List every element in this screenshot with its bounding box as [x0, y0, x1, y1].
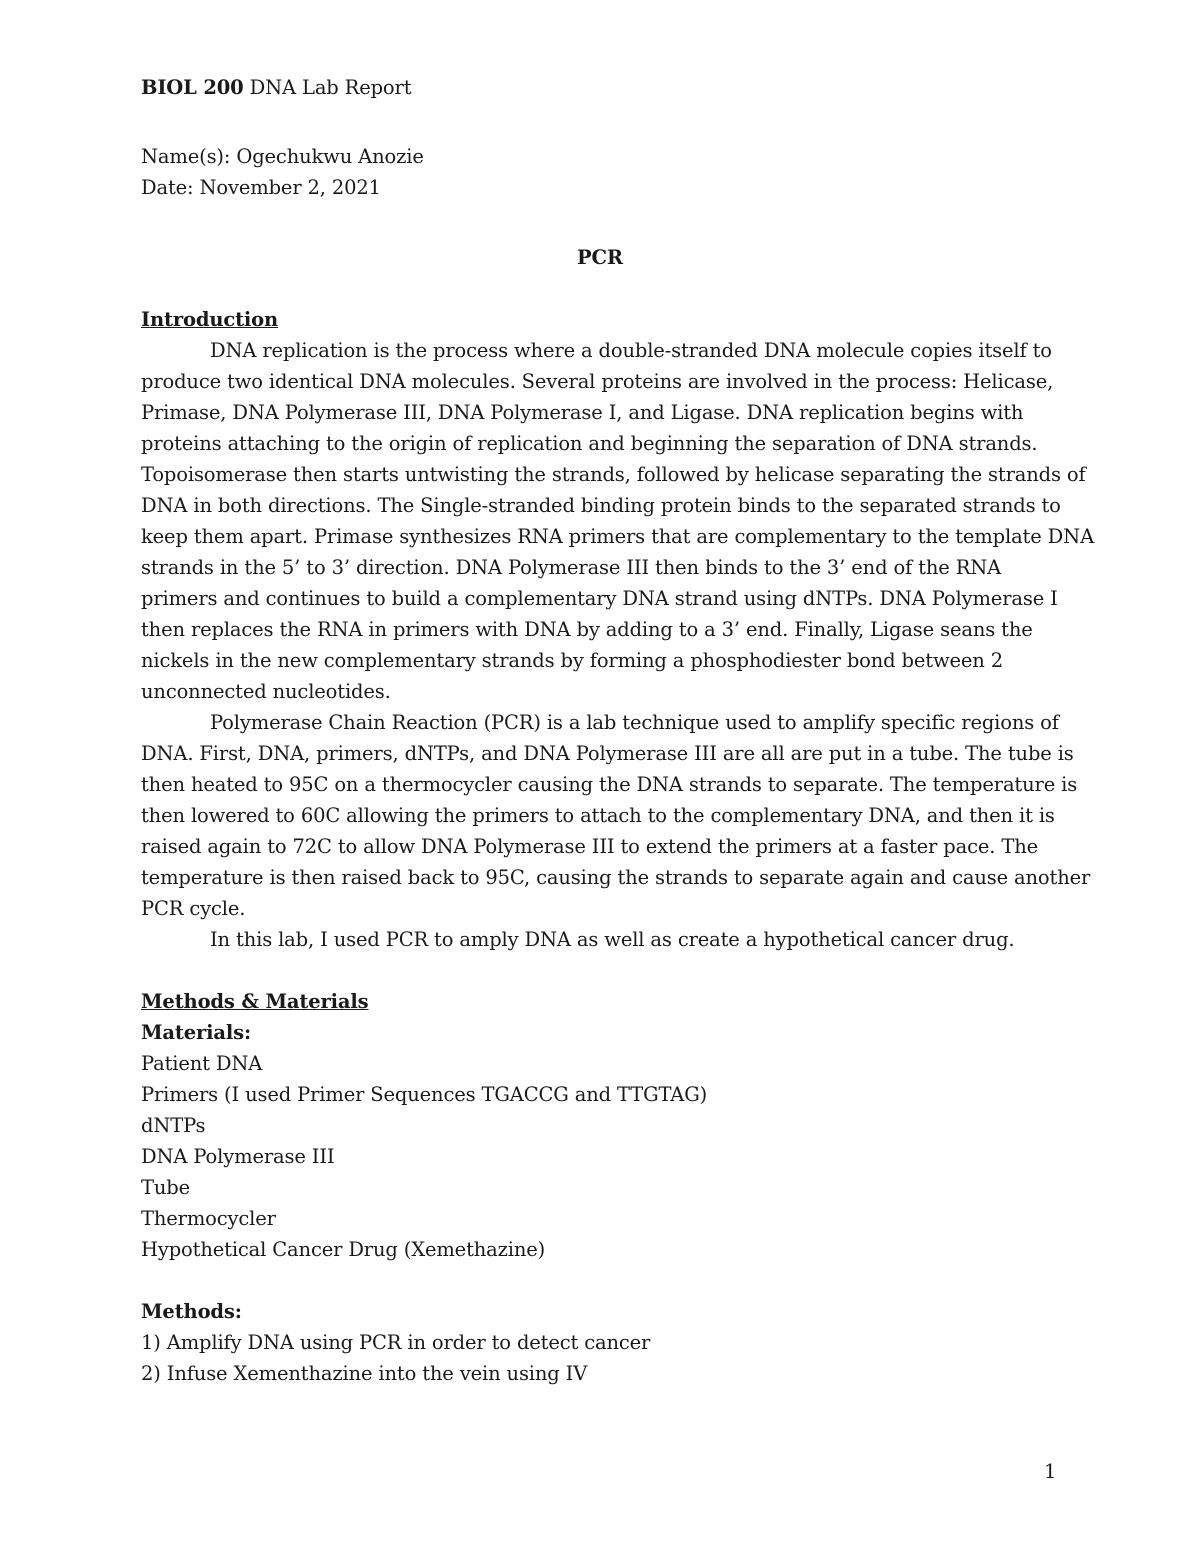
methods-materials-heading: Methods & Materials: [141, 990, 369, 1013]
course-code: BIOL 200: [141, 76, 244, 99]
paragraph-line: In this lab, I used PCR to amply DNA as well as create a hypothetical cancer drug.: [210, 928, 1015, 951]
list-item: Hypothetical Cancer Drug (Xemethazine): [141, 1238, 546, 1261]
document-page: [141, 72, 1095, 1389]
paragraph-line: DNA in both directions. The Single-stranded binding protein binds to the separated strands to: [141, 494, 1061, 517]
methods-list: [141, 1327, 1061, 1389]
paragraph-line: DNA replication is the process where a double-stranded DNA molecule copies itself to: [210, 339, 1052, 362]
introduction-paragraph-3: [141, 924, 1061, 955]
course-title: [141, 72, 1061, 103]
list-item: Thermocycler: [141, 1207, 276, 1230]
paragraph-line: nickels in the new complementary strands by forming a phosphodiester bond between 2: [141, 649, 1003, 672]
document-title: PCR: [577, 246, 623, 269]
paragraph-line: produce two identical DNA molecules. Several proteins are involved in the process: Helicase,: [141, 370, 1054, 393]
materials-label: Materials:: [141, 1021, 252, 1044]
paragraph-line: unconnected nucleotides.: [141, 680, 391, 703]
paragraph-line: PCR cycle.: [141, 897, 246, 920]
report-date: Date: November 2, 2021: [141, 176, 381, 199]
paragraph-line: temperature is then raised back to 95C, causing the strands to separate again and cause another: [141, 866, 1091, 889]
list-item: 2) Infuse Xementhazine into the vein using IV: [141, 1362, 588, 1385]
paragraph-line: raised again to 72C to allow DNA Polymerase III to extend the primers at a faster pace. The: [141, 835, 1038, 858]
introduction-heading: Introduction: [141, 308, 279, 331]
paragraph-line: proteins attaching to the origin of replication and beginning the separation of DNA strands.: [141, 432, 1038, 455]
list-item: dNTPs: [141, 1114, 206, 1137]
paragraph-line: Polymerase Chain Reaction (PCR) is a lab technique used to amplify specific regions of: [210, 711, 1059, 734]
materials-list: [141, 1048, 1061, 1265]
paragraph-line: Topoisomerase then starts untwisting the strands, followed by helicase separating the strands of: [141, 463, 1086, 486]
list-item: Patient DNA: [141, 1052, 263, 1075]
paragraph-line: strands in the 5’ to 3’ direction. DNA Polymerase III then binds to the 3’ end of the RNA: [141, 556, 1002, 579]
list-item: Primers (I used Primer Sequences TGACCG and TTGTAG): [141, 1083, 708, 1106]
paragraph-line: then replaces the RNA in primers with DNA by adding to a 3’ end. Finally, Ligase seans the: [141, 618, 1033, 641]
paragraph-line: then lowered to 60C allowing the primers to attach to the complementary DNA, and then it is: [141, 804, 1055, 827]
list-item: DNA Polymerase III: [141, 1145, 335, 1168]
introduction-paragraph-1: [141, 335, 1095, 707]
list-item: Tube: [141, 1176, 190, 1199]
paragraph-line: then heated to 95C on a thermocycler causing the DNA strands to separate. The temperature is: [141, 773, 1078, 796]
methods-label: Methods:: [141, 1300, 242, 1323]
author-names: Name(s): Ogechukwu Anozie: [141, 145, 424, 168]
list-item: 1) Amplify DNA using PCR in order to detect cancer: [141, 1331, 651, 1354]
paragraph-line: Primase, DNA Polymerase III, DNA Polymerase I, and Ligase. DNA replication begins with: [141, 401, 1024, 424]
paragraph-line: DNA. First, DNA, primers, dNTPs, and DNA Polymerase III are all are put in a tube. The tube is: [141, 742, 1074, 765]
report-title: DNA Lab Report: [243, 76, 412, 99]
paragraph-line: keep them apart. Primase synthesizes RNA primers that are complementary to the template DNA: [141, 525, 1095, 548]
paragraph-line: primers and continues to build a complementary DNA strand using dNTPs. DNA Polymerase I: [141, 587, 1058, 610]
introduction-paragraph-2: [141, 707, 1091, 924]
page-number: 1: [1044, 1460, 1057, 1483]
